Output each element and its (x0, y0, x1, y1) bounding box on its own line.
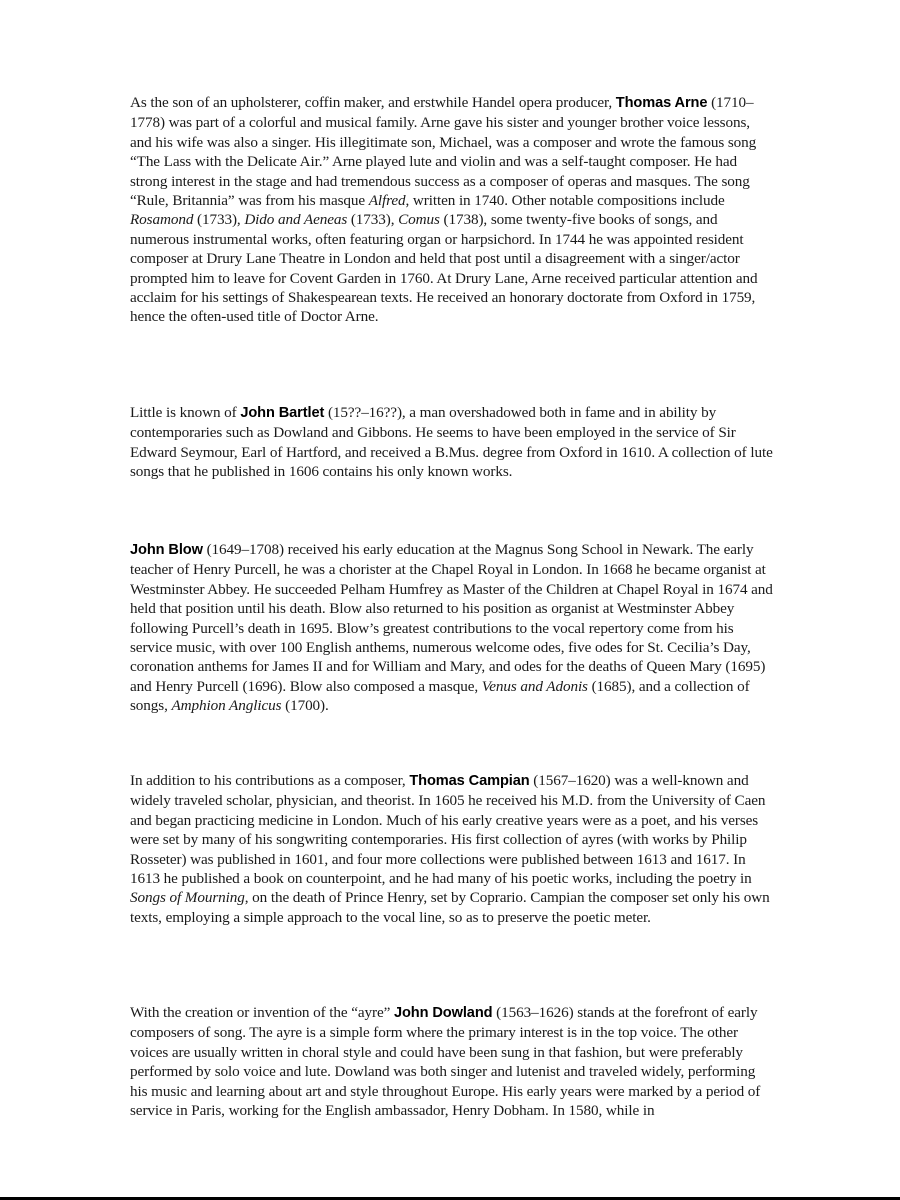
body-text: (1710–1778) was part of a colorful and musical family. Arne gave his sister and younger brother voice lessons, and his wife was also a singer. His illegitimate son, Michael, was a composer and wrote the famous song “The Lass with the Delicate Air.” Arne played lute and violin and was a self-taught composer. He had strong interest in the stage and had tremendous success as a composer of operas and masques. The song “Rule, Britannia” was from his masque (130, 94, 757, 210)
composer-name: John Dowland (393, 1005, 493, 1021)
work-title: Alfred (368, 192, 406, 210)
body-text: With the creation or invention of the “ayre” (130, 1004, 394, 1021)
body-text: (15??–16??), a man overshadowed both in fame and in ability by contemporaries such as Dowland and Gibbons. He seems to have been employed in the service of Sir Edward Seymour, Earl of Hartford, and received a B.Mus. degree from Oxford in 1610. A collection of lute songs that he published in 1606 contains his only known works. (130, 404, 773, 481)
composer-name: Thomas Arne (615, 95, 708, 111)
paragraph-blow (130, 540, 775, 716)
paragraph-arne (130, 93, 775, 327)
body-text: (1700). (281, 697, 329, 715)
body-text: (1567–1620) was a well-known and widely traveled scholar, physician, and theorist. In 1605 he received his M.D. from the University of Caen and began practicing medicine in London. Much of his early creative years were as a poet, and his verses were set by many of his songwriting contemporaries. His first collection of ayres (with works by Philip Rosseter) was published in 1601, and four more collections were published between 1613 and 1617. In 1613 he published a book on counterpoint, and he had many of his poetic works, including the poetry in (130, 772, 766, 888)
body-text: In addition to his contributions as a composer, (130, 772, 410, 789)
body-text: Little is known of (130, 404, 241, 421)
paragraph-dowland (130, 1003, 775, 1120)
body-text: (1649–1708) received his early education at the Magnus Song School in Newark. The early teacher of Henry Purcell, he was a chorister at the Chapel Royal in London. In 1668 he became organist at Westminster Abbey. He succeeded Pelham Humfrey as Master of the Children at Chapel Royal in 1674 and held that position until his death. Blow also returned to his position as organist at Westminster Abbey following Purcell’s death in 1695. Blow’s greatest contributions to the vocal repertory come from his service music, with over 100 English anthems, numerous welcome odes, five odes for St. Cecilia’s Day, coronation anthems for James II and for William and Mary, and odes for the deaths of Queen Mary (1695) and Henry Purcell (1696). Blow also composed a masque, (130, 541, 773, 695)
body-text: (1685), and a collection of songs, (130, 677, 750, 715)
work-title: Comus (398, 211, 440, 229)
work-title: Rosamond (130, 211, 194, 229)
work-title: Amphion Anglicus (171, 697, 282, 715)
work-title: Dido and Aeneas (244, 211, 348, 229)
composer-name: John Bartlet (240, 405, 325, 421)
paragraph-campian (130, 771, 775, 927)
work-title: Songs of Mourning (130, 889, 245, 907)
composer-name: John Blow (130, 542, 203, 558)
composer-name: Thomas Campian (409, 773, 530, 789)
body-text: (1738), some twenty-five books of songs, and numerous instrumental works, often featuring organ or harpsichord. In 1744 he was appointed resident composer at Drury Lane Theatre in London and held that post until a disagreement with a singer/actor prompted him to leave for Covent Garden in 1760. At Drury Lane, Arne received particular attention and acclaim for his settings of Shakespearean texts. He received an honorary doctorate from Oxford in 1759, hence the often-used title of Doctor Arne. (130, 211, 758, 326)
body-text: As the son of an upholsterer, coffin maker, and erstwhile Handel opera producer, (130, 94, 616, 111)
body-text: (1563–1626) stands at the forefront of early composers of song. The ayre is a simple form where the primary interest is in the top voice. The other voices are usually written in choral style and could have been sung in that fashion, but were preferably performed by solo voice and lute. Dowland was both singer and lutenist and traveled widely, performing his music and learning about art and style throughout Europe. His early years were marked by a period of service in Paris, working for the English ambassador, Henry Dobham. In 1580, while in (130, 1004, 761, 1120)
body-text: (1733), (347, 211, 399, 229)
work-title: Venus and Adonis (481, 677, 588, 695)
body-text: , on the death of Prince Henry, set by Coprario. Campian the composer set only his own texts, employing a simple approach to the vocal line, so as to preserve the poetic meter. (130, 889, 770, 926)
paragraph-bartlet (130, 403, 775, 482)
body-text: , written in 1740. Other notable compositions include (405, 192, 725, 210)
body-text: (1733), (193, 211, 245, 229)
